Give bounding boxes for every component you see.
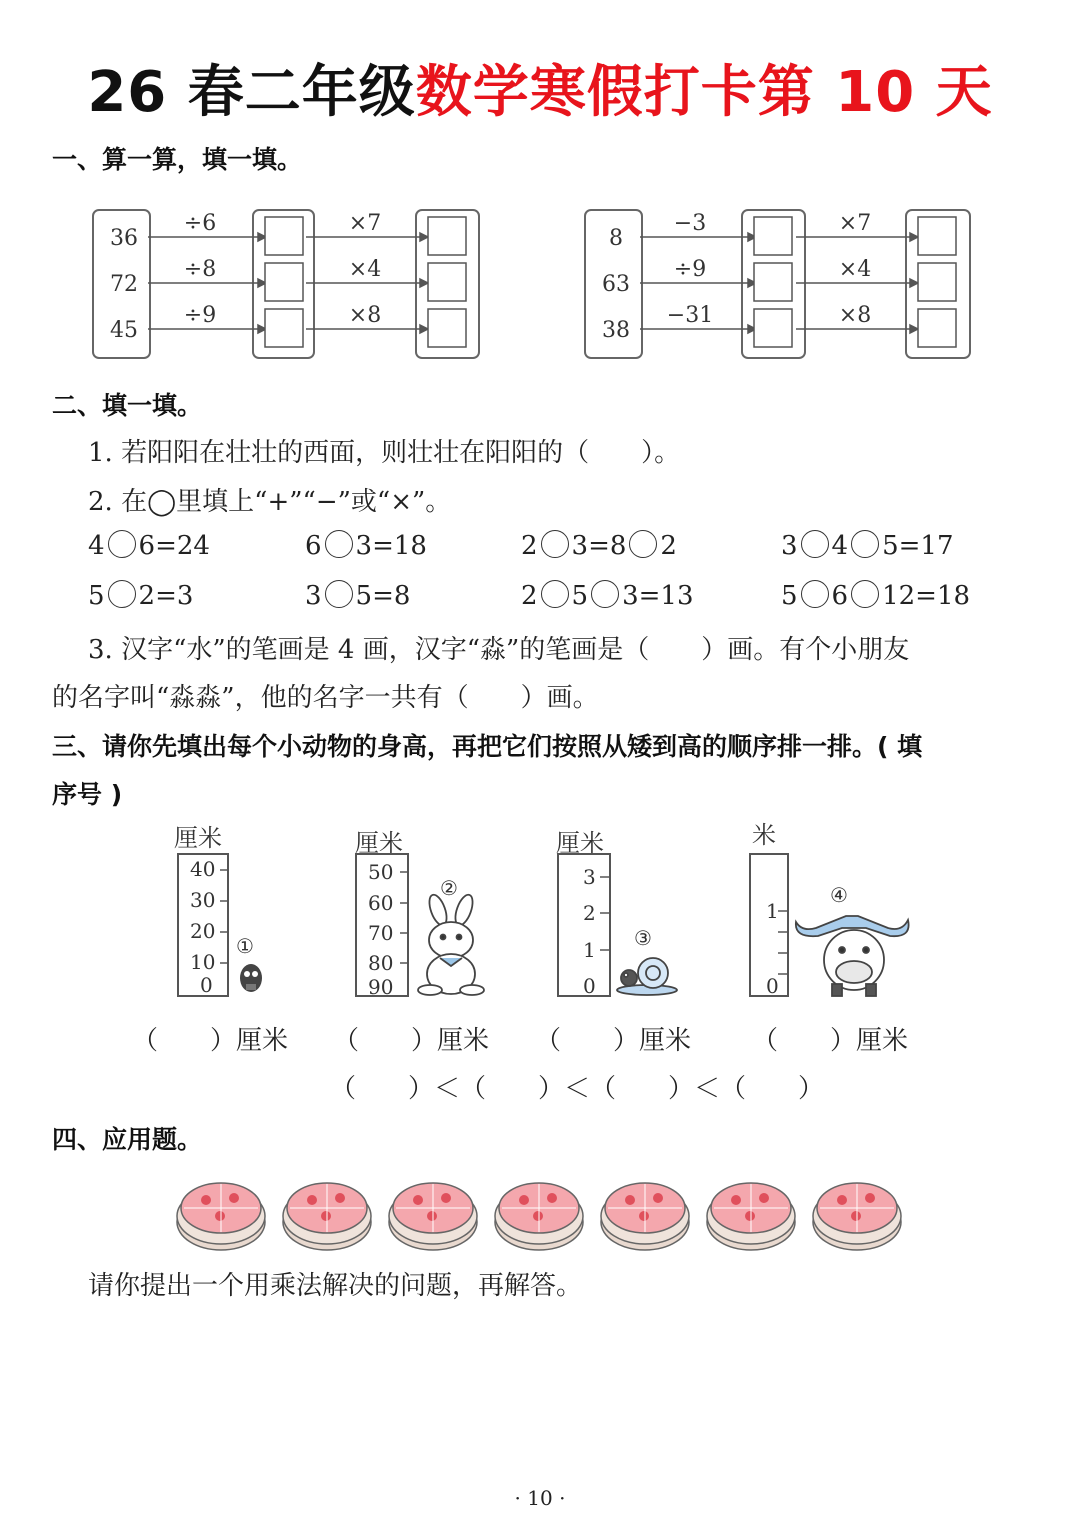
operator-circle[interactable] [801,580,829,608]
equation [305,580,410,611]
eq-number: 2 [521,531,538,561]
eq-number: 6=24 [138,531,210,561]
equation [88,580,193,611]
answer-box[interactable] [918,263,956,301]
title-prefix: 26 春二年级 [87,60,416,125]
ruler-1 [170,850,280,1000]
rabbit-icon [418,893,484,995]
eq-number: 5 [781,581,798,611]
animal-marker: ③ [634,926,652,950]
eq-number: 6 [831,581,849,611]
ruler-unit: 米 [752,821,776,849]
eq-number: 4 [88,531,105,561]
operation-label: ×7 [348,211,382,236]
start-value: 38 [602,318,630,343]
section1-heading: 一、算一算，填一填。 [52,145,303,174]
tick-label: 70 [368,921,394,945]
eq-number: 5 [88,581,105,611]
page-number: · 10 · [514,1486,566,1510]
eq-number: 2=3 [138,581,194,611]
answer-box[interactable] [265,263,303,301]
operator-circle[interactable] [108,530,136,558]
animal-marker: ① [236,934,254,958]
answer-box[interactable] [428,217,466,255]
cake-row [170,1172,920,1256]
cake-icon [813,1183,901,1250]
eq-number: 3=18 [355,531,427,561]
ruler-unit: 厘米 [556,829,604,857]
cake-icon [707,1183,795,1250]
operator-circle[interactable] [325,530,353,558]
equation [521,530,677,561]
animal-marker: ④ [830,883,848,907]
question-2: 2. 在◯里填上“+”“−”或“×”。 [88,487,452,517]
answer-box[interactable] [918,217,956,255]
operation-label: ×4 [348,257,382,282]
operation-label: ÷9 [673,257,707,282]
question-3-line1: 3. 汉字“水”的笔画是 4 画，汉字“淼”的笔画是（ ）画。有个小朋友 [88,635,910,665]
order-answer[interactable]: （ ）＜（ ）＜（ ）＜（ ） [330,1074,825,1104]
equation [305,530,427,561]
tick-label: 80 [368,951,394,975]
tick-label: 2 [583,901,596,925]
answer-box[interactable] [918,309,956,347]
tick-label: 40 [190,857,216,881]
answer-box[interactable] [265,217,303,255]
section2-heading: 二、填一填。 [52,391,203,420]
cake-icon [283,1183,371,1250]
calc-chain-right [572,200,992,370]
operator-circle[interactable] [591,580,619,608]
operator-circle[interactable] [629,530,657,558]
eq-number: 3 [781,531,798,561]
height-answer[interactable]: （ ）厘米 [333,1026,490,1056]
eq-number: 5 [571,581,589,611]
animal-marker: ② [440,876,458,900]
eq-number: 3 [305,581,322,611]
operator-circle[interactable] [108,580,136,608]
start-value: 63 [602,272,630,297]
operation-label: ÷8 [183,257,217,282]
ruler-unit: 厘米 [355,829,403,857]
cake-icon [495,1183,583,1250]
operation-label: ×7 [838,211,872,236]
tick-label: 0 [766,974,779,998]
operator-circle[interactable] [801,530,829,558]
eq-number: 2 [660,531,677,561]
eq-number: 2 [521,581,538,611]
start-value: 45 [110,318,138,343]
cake-icon [601,1183,689,1250]
tick-label: 60 [368,891,394,915]
tick-label: 50 [368,860,394,884]
small-animal-icon [240,964,262,992]
height-answer[interactable]: （ ）厘米 [535,1026,692,1056]
eq-number: 4 [831,531,849,561]
operation-label: −31 [666,303,714,328]
application-prompt: 请你提出一个用乘法解决的问题，再解答。 [88,1271,583,1301]
tick-label: 10 [190,950,216,974]
tick-label: 0 [583,974,596,998]
equation [521,580,694,611]
answer-box[interactable] [754,217,792,255]
equation [781,580,970,611]
start-value: 36 [110,226,138,251]
operator-circle[interactable] [541,580,569,608]
eq-number: 3=8 [571,531,627,561]
eq-number: 5=17 [882,531,954,561]
operation-label: ×8 [348,303,382,328]
eq-number: 12=18 [882,581,971,611]
operator-circle[interactable] [325,580,353,608]
operation-label: ×4 [838,257,872,282]
ruler-unit: 厘米 [174,824,222,852]
cake-icon [177,1183,265,1250]
ox-icon [796,916,909,996]
question-1: 1. 若阳阳在壮壮的西面，则壮壮在阳阳的（ ）。 [88,438,681,468]
answer-box[interactable] [754,263,792,301]
answer-box[interactable] [428,263,466,301]
section4-heading: 四、应用题。 [52,1125,203,1154]
answer-box[interactable] [428,309,466,347]
tick-label: 3 [583,865,596,889]
eq-number: 6 [305,531,322,561]
operation-label: ×8 [838,303,872,328]
tick-label: 30 [190,888,216,912]
section3-heading-line2: 序号 ) [52,780,123,809]
answer-box[interactable] [754,309,792,347]
ruler-3 [552,850,692,1000]
equation [781,530,954,561]
tick-label: 0 [200,973,213,997]
page-title [0,48,1080,128]
title-highlight: 数学寒假打卡第 10 天 [415,60,993,125]
ruler-2 [350,850,500,1000]
height-answer[interactable]: （ ）厘米 [752,1026,909,1056]
ruler-4 [746,850,916,1000]
answer-box[interactable] [265,309,303,347]
tick-label: 90 [368,975,394,999]
height-answer[interactable]: （ ）厘米 [132,1026,289,1056]
operator-circle[interactable] [541,530,569,558]
tick-label: 20 [190,919,216,943]
start-value: 72 [110,272,138,297]
tick-label: 1 [766,899,779,923]
snail-icon [617,958,677,995]
equation [88,530,210,561]
operation-label: ÷9 [183,303,217,328]
operator-circle[interactable] [851,580,879,608]
calc-chain-left [80,200,500,370]
section3-heading-line1: 三、请你先填出每个小动物的身高，再把它们按照从矮到高的顺序排一排。( 填 [52,732,923,761]
eq-number: 5=8 [355,581,411,611]
operator-circle[interactable] [851,530,879,558]
cake-icon [389,1183,477,1250]
operation-label: −3 [673,211,707,236]
eq-number: 3=13 [622,581,694,611]
tick-label: 1 [583,938,596,962]
question-3-line2: 的名字叫“淼淼”，他的名字一共有（ ）画。 [52,683,599,713]
start-value: 8 [609,226,623,251]
operation-label: ÷6 [183,211,217,236]
